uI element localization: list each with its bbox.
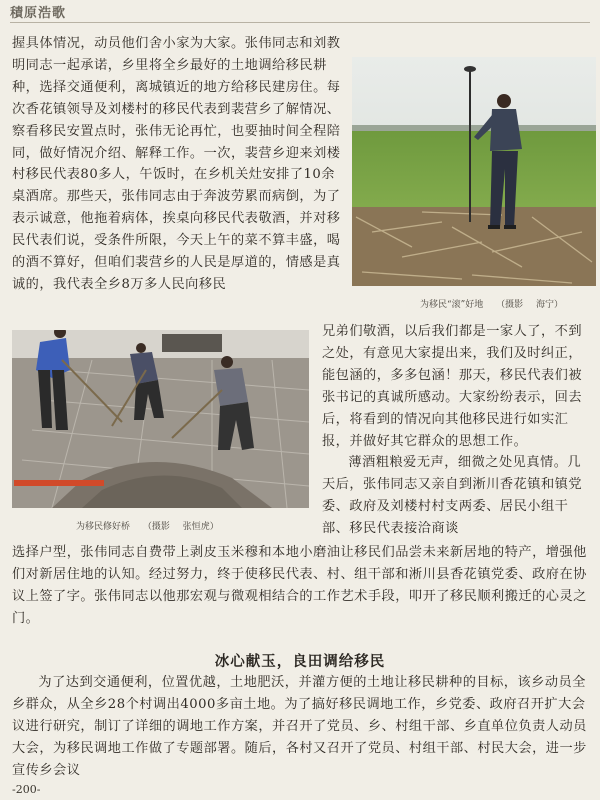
top-paragraph: 握具体情况，动员他们舍小家为大家。张伟同志和刘教明同志一起承诺，乡里将全乡最好的土地调给移民耕种，选择交通便利，离城镇近的地方给移民建房住。每次香花镇领导及刘楼村的移民代表到裴营乡了解情况、察看移民安置点时，张伟无论再忙，也要抽时间全程陪同，做好情况介绍、解释工作。一次，裴营乡迎来刘楼村移民代表80多人，午饭时，在乡机关灶安排了10余桌酒席。那些天，张伟同志由于奔波劳累而病倒，为了表示诚意，他拖着病体，挨桌向移民代表敬酒，并对移民代表们说，受条件所限，今天上午的菜不算丰盛，喝的酒不算好，但咱们裴营乡的人民是厚道的，情感是真诚的，我代表全乡8万多人民向移民 bbox=[12, 36, 341, 292]
middle-paragraph-2: 薄酒粗粮爱无声，细微之处见真情。几天后，张伟同志又亲自到淅川香花镇和镇党委、政府及刘楼村村支两委、居民小组干部、移民代表接洽商谈 bbox=[322, 455, 583, 537]
page-header bbox=[10, 2, 590, 22]
middle-paragraph-1: 兄弟们敬酒，以后我们都是一家人了，不到之处，有意见大家提出来，我们及时纠正，能包涵的，多多包涵！那天，移民代表们被张书记的真诚所感动。大家纷纷表示，回去后，将看到的情况向其他移民进行如实汇报，并做好其它群众的思想工作。 bbox=[322, 324, 583, 449]
full-width-paragraph: 选择户型，张伟同志自费带上剥皮玉米穆和本地小磨油让移民们品尝未来新居地的特产，增强他们对新居住地的认知。经过努力，终于使移民代表、村、组干部和淅川县香花镇党委、政府在协议上签了字。张伟同志以他那宏观与微观相结合的工作艺术手段，叩开了移民顺利搬迁的心灵之门。 bbox=[12, 545, 587, 626]
photo-surveying-land-image bbox=[352, 57, 596, 286]
photo-building-bridge-image bbox=[12, 330, 309, 508]
page-number: -200- bbox=[12, 783, 41, 796]
middle-column bbox=[322, 321, 588, 540]
photo-surveying-land-caption: 为移民“滚”好地 （摄影 海宁） bbox=[420, 300, 563, 310]
photo-building-bridge bbox=[12, 330, 309, 508]
photo-surveying-land bbox=[352, 57, 596, 286]
section-paragraph: 为了达到交通便利，位置优越，土地肥沃，并灌方便的土地让移民耕种的目标，该乡动员全乡群众，从全乡28个村调出4000多亩土地。为了搞好移民调地工作，乡党委、政府召开扩大会议进行研究，制订了详细的调地工作方案，并召开了党员、乡、村组干部、乡直单位负责人动员大会，为移民调地工作做了专题部署。随后，各村又召开了党员、村组干部、村民大会，进一步宣传乡会议 bbox=[12, 675, 587, 778]
running-header-title: 積原浩歌 bbox=[10, 6, 67, 21]
section-title: 冰心献玉，良田调给移民 bbox=[214, 653, 386, 670]
photo-building-bridge-caption: 为移民修好桥 （摄影 张恒虎） bbox=[76, 522, 219, 532]
header-rule bbox=[10, 22, 590, 23]
